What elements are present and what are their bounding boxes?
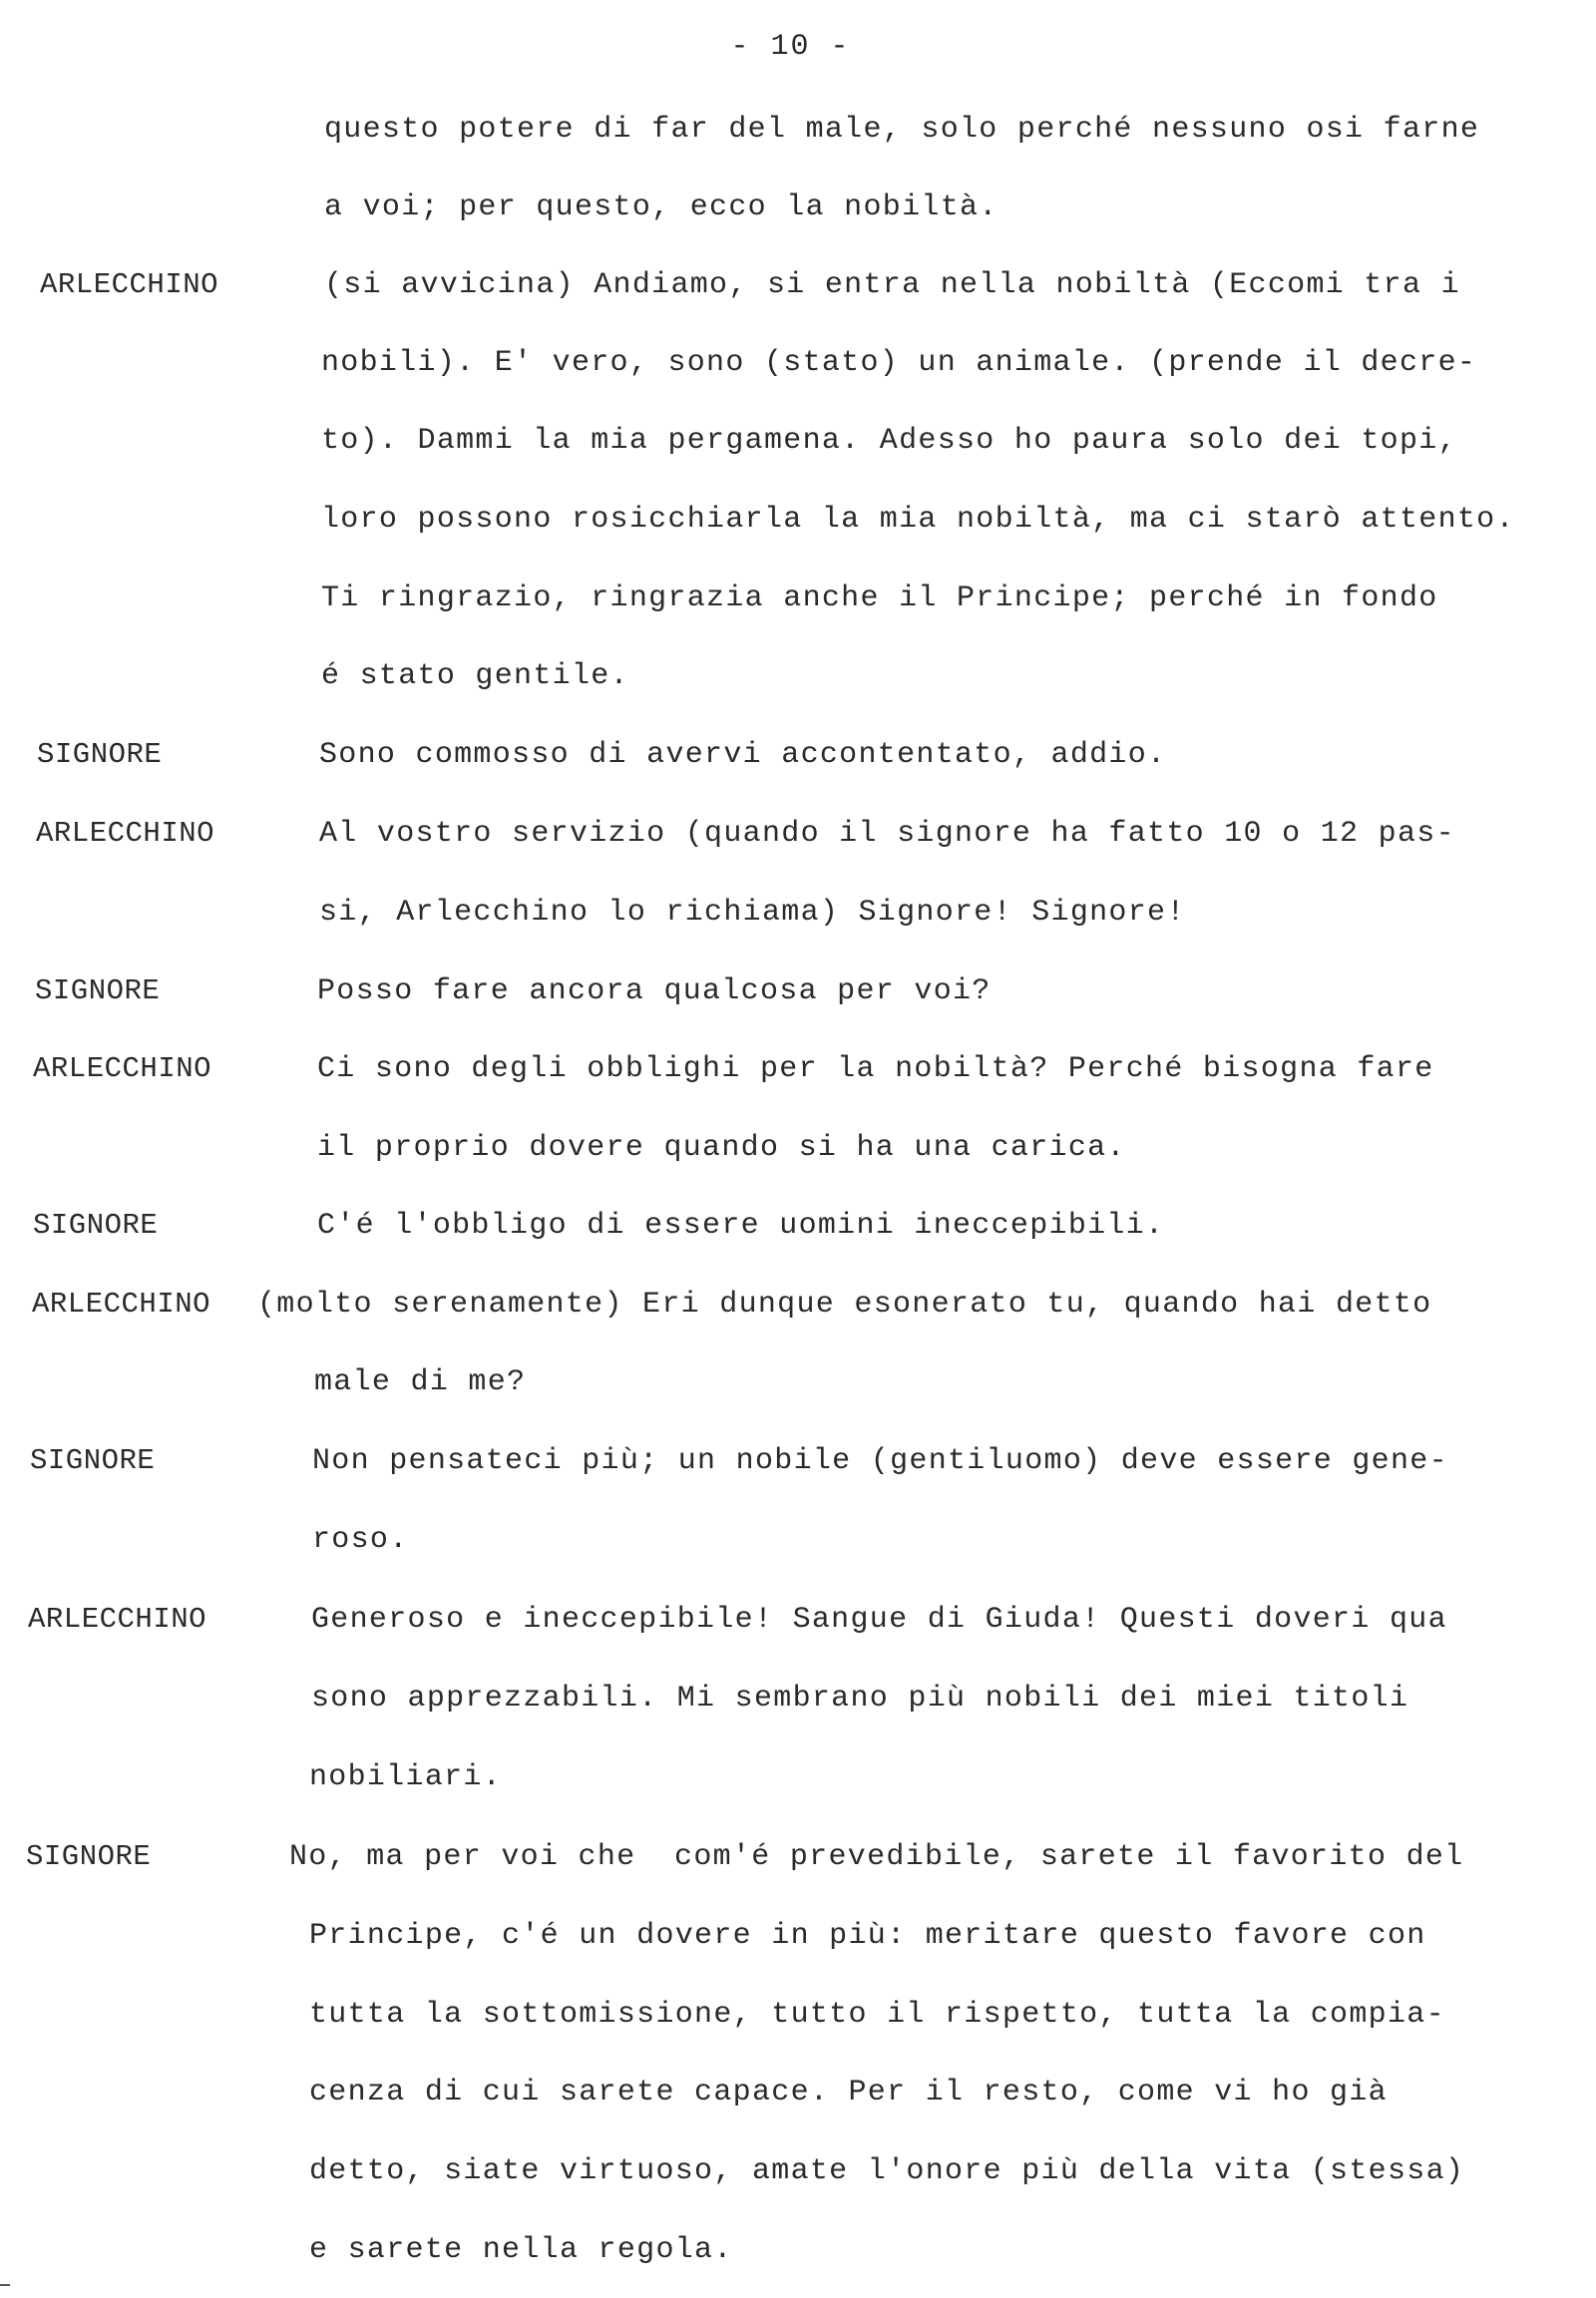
speaker-name: ARLECCHINO [33, 1052, 212, 1085]
dialogue-line: Generoso e ineccepibile! Sangue di Giuda! Questi doveri qua [311, 1603, 1447, 1637]
dialogue-line: C'é l'obbligo di essere uomini ineccepibili. [317, 1209, 1165, 1243]
dialogue-line: No, ma per voi che com'é prevedibile, sarete il favorito del [289, 1840, 1464, 1874]
scan-edge-mark [0, 2284, 10, 2286]
dialogue-line: é stato gentile. [321, 659, 629, 693]
speaker-name: ARLECCHINO [32, 1288, 211, 1321]
dialogue-line: tutta la sottomissione, tutto il rispetto, tutta la compia- [309, 1998, 1445, 2032]
dialogue-line: Principe, c'é un dovere in più: meritare questo favore con [309, 1919, 1426, 1953]
speaker-name: ARLECCHINO [28, 1603, 207, 1636]
page-number: - 10 - [730, 30, 851, 64]
dialogue-line: Non pensateci più; un nobile (gentiluomo) deve essere gene- [312, 1444, 1448, 1478]
dialogue-line: (si avvicina) Andiamo, si entra nella nobiltà (Eccomi tra i [324, 268, 1460, 302]
speaker-name: SIGNORE [33, 1209, 159, 1242]
dialogue-line: to). Dammi la mia pergamena. Adesso ho paura solo dei topi, [321, 424, 1457, 458]
dialogue-line: Ti ringrazio, ringrazia anche il Principe; perché in fondo [321, 581, 1438, 615]
dialogue-line: Posso fare ancora qualcosa per voi? [317, 974, 992, 1008]
dialogue-line: a voi; per questo, ecco la nobiltà. [324, 191, 998, 224]
dialogue-line: e sarete nella regola. [309, 2233, 733, 2267]
dialogue-line: male di me? [314, 1365, 527, 1399]
speaker-name: SIGNORE [30, 1444, 156, 1477]
speaker-name: ARLECCHINO [36, 817, 215, 850]
dialogue-line: si, Arlecchino lo richiama) Signore! Signore! [319, 896, 1186, 930]
dialogue-line: Ci sono degli obblighi per la nobiltà? Perché bisogna fare [317, 1052, 1434, 1086]
dialogue-line: cenza di cui sarete capace. Per il resto, come vi ho già [309, 2076, 1388, 2109]
dialogue-line: sono apprezzabili. Mi sembrano più nobili dei miei titoli [311, 1682, 1409, 1716]
speaker-name: SIGNORE [35, 974, 161, 1007]
dialogue-line: nobiliari. [309, 1760, 503, 1794]
dialogue-line: detto, siate virtuoso, amate l'onore più della vita (stessa) [309, 2154, 1465, 2188]
speaker-name: SIGNORE [26, 1840, 152, 1873]
speaker-name: SIGNORE [37, 738, 163, 771]
dialogue-line: roso. [312, 1523, 409, 1557]
dialogue-line: Sono commosso di avervi accontentato, addio. [319, 738, 1167, 772]
dialogue-line: Al vostro servizio (quando il signore ha fatto 10 o 12 pas- [319, 817, 1455, 851]
dialogue-line: nobili). E' vero, sono (stato) un animale. (prende il decre- [321, 346, 1477, 380]
dialogue-line: il proprio dovere quando si ha una carica. [317, 1131, 1126, 1165]
dialogue-line: (molto serenamente) Eri dunque esonerato tu, quando hai detto [257, 1288, 1432, 1322]
dialogue-line: questo potere di far del male, solo perché nessuno osi farne [324, 113, 1480, 147]
dialogue-line: loro possono rosicchiarla la mia nobiltà, ma ci starò attento. [321, 503, 1515, 537]
speaker-name: ARLECCHINO [40, 268, 219, 301]
